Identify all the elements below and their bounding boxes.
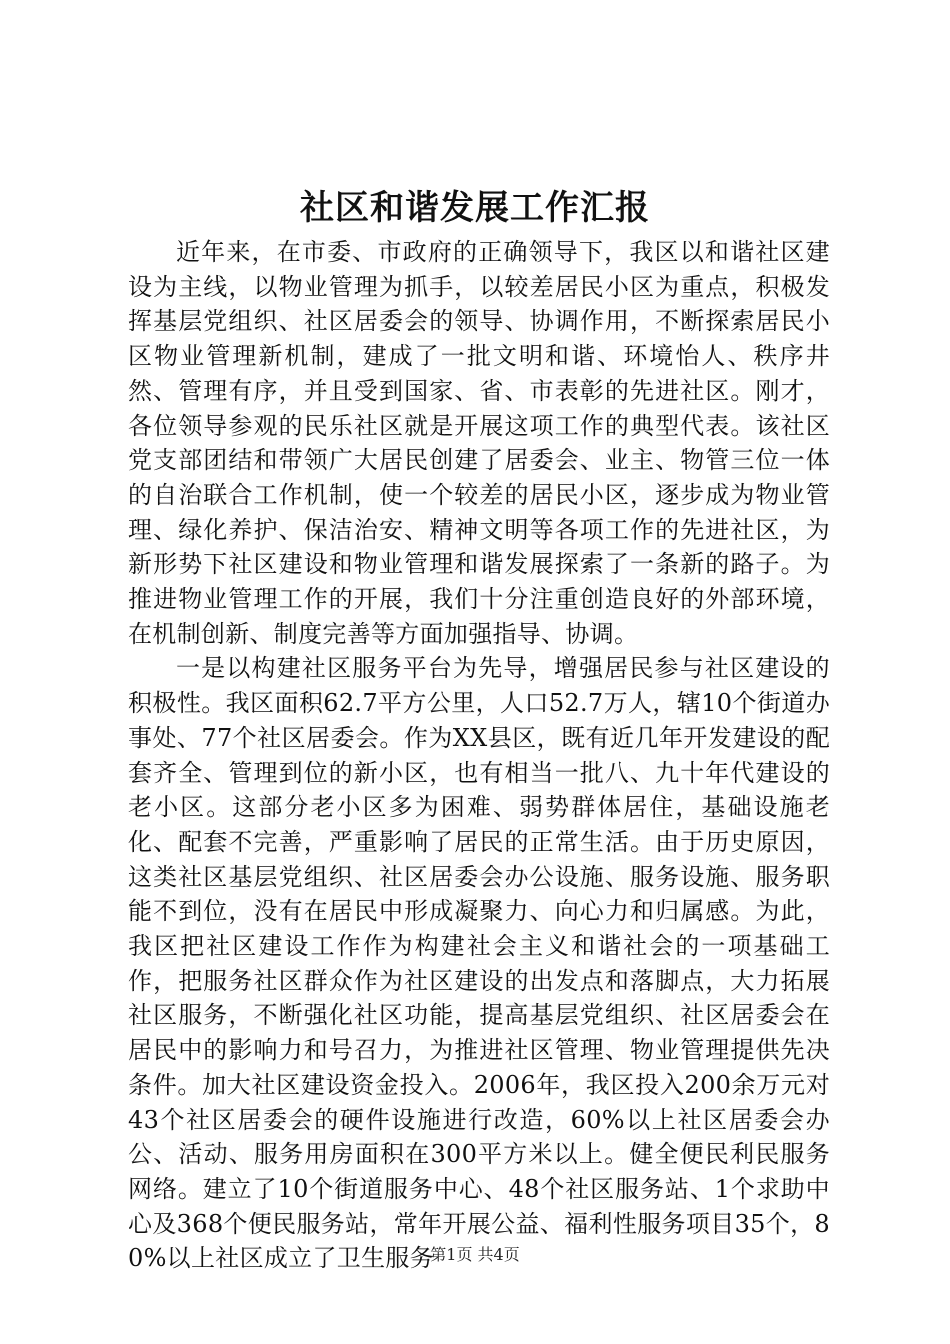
page-number-footer: 第1页 共4页 xyxy=(430,1245,520,1264)
document-title: 社区和谐发展工作汇报 xyxy=(300,188,650,228)
document-body xyxy=(128,235,830,1276)
paragraph-intro: 近年来，在市委、市政府的正确领导下，我区以和谐社区建设为主线，以物业管理为抓手，以较差居民小区为重点，积极发挥基层党组织、社区居委会的领导、协调作用，不断探索居民小区物业管理新机制，建成了一批文明和谐、环境怡人、秩序井然、管理有序，并且受到国家、省、市表彰的先进社区。刚才，各位领导参观的民乐社区就是开展这项工作的典型代表。该社区党支部团结和带领广大居民创建了居委会、业主、物管三位一体的自治联合工作机制，使一个较差的居民小区，逐步成为物业管理、绿化养护、保洁治安、精神文明等各项工作的先进社区，为新形势下社区建设和物业管理和谐发展探索了一条新的路子。为推进物业管理工作的开展，我们十分注重创造良好的外部环境，在机制创新、制度完善等方面加强指导、协调。 xyxy=(128,238,830,648)
paragraph-service-platform: 一是以构建社区服务平台为先导，增强居民参与社区建设的积极性。我区面积62.7平方公里，人口52.7万人，辖10个街道办事处、77个社区居委会。作为XX县区，既有近几年开发建设的配套齐全、管理到位的新小区，也有相当一批八、九十年代建设的老小区。这部分老小区多为困难、弱势群体居住，基础设施老化、配套不完善，严重影响了居民的正常生活。由于历史原因，这类社区基层党组织、社区居委会办公设施、服务设施、服务职能不到位，没有在居民中形成凝聚力、向心力和归属感。为此，我区把社区建设工作作为构建社会主义和谐社会的一项基础工作，把服务社区群众作为社区建设的出发点和落脚点，大力拓展社区服务，不断强化社区功能，提高基层党组织、社区居委会在居民中的影响力和号召力，为推进社区管理、物业管理提供先决条件。加大社区建设资金投入。2006年，我区投入200余万元对43个社区居委会的硬件设施进行改造，60%以上社区居委会办公、活动、服务用房面积在300平方米以上。健全便民利民服务网络。建立了10个街道服务中心、48个社区服务站、1个求助中心及368个便民服务站，常年开展公益、福利性服务项目35个，80%以上社区成立了卫生服务 xyxy=(128,654,830,1273)
